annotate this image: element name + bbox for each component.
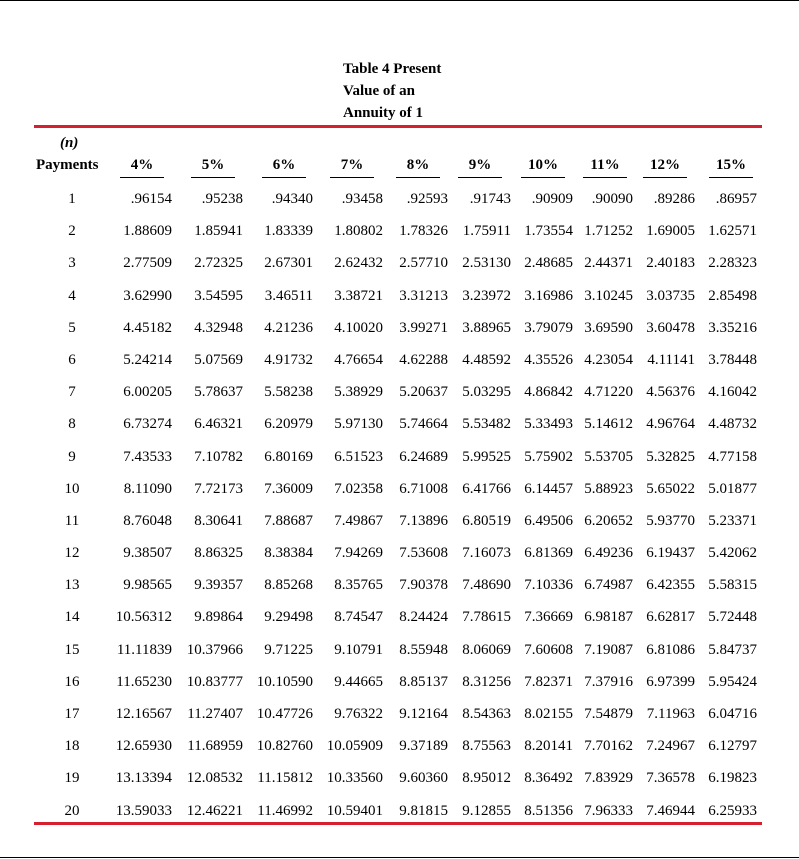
table-cell: 2.62432: [334, 255, 383, 272]
table-cell: 5.99525: [462, 448, 511, 465]
table-cell: 4.45182: [123, 319, 172, 336]
table-cell: 11.15812: [257, 770, 313, 787]
table-cell: 2.67301: [264, 255, 313, 272]
table-cell: 13.13394: [115, 770, 172, 787]
table-row: [0, 666, 799, 698]
table-cell: 9.10791: [334, 641, 383, 658]
table-cell: 7.16073: [462, 545, 511, 562]
table-cell: 7.37916: [584, 673, 633, 690]
table-cell: 9.60360: [399, 770, 448, 787]
table-cell: 7.13896: [399, 512, 448, 529]
table-cell: 4.91732: [264, 351, 313, 368]
table-row: [0, 344, 799, 376]
table-cell: 4.62288: [399, 351, 448, 368]
table-row: [0, 505, 799, 537]
table-cell: 1.69005: [646, 223, 695, 240]
table-cell: 7.10336: [524, 577, 573, 594]
table-cell: 6.04716: [708, 706, 757, 722]
table-cell: 3.54595: [194, 287, 243, 304]
table-cell: 3.60478: [646, 319, 695, 336]
table-row: [0, 473, 799, 505]
table-cell: .94340: [271, 191, 313, 207]
table-cell: 7.24967: [646, 738, 695, 755]
table-row: [0, 698, 799, 730]
table-cell: 11.68959: [187, 738, 243, 755]
table-cell: 5.23371: [708, 512, 757, 529]
table-cell: 6.41766: [462, 480, 511, 497]
payment-number: 13: [64, 577, 80, 594]
table-cell: 3.31213: [399, 287, 448, 304]
table-cell: 6.42355: [646, 577, 695, 594]
top-rule: [34, 125, 762, 128]
title-line: Table 4 Present: [343, 61, 442, 77]
table-cell: 4.10020: [334, 319, 383, 336]
table-cell: 9.76322: [334, 706, 383, 722]
bottom-rule: [34, 822, 762, 825]
table-cell: 8.36492: [524, 770, 573, 787]
table-cell: .92593: [406, 191, 448, 207]
table-row: [0, 537, 799, 569]
table-cell: 8.85268: [264, 577, 313, 594]
table-cell: 5.88923: [584, 480, 633, 497]
table-cell: 5.33493: [524, 416, 573, 433]
table-cell: 4.77158: [708, 448, 757, 465]
table-cell: 6.62817: [646, 609, 695, 626]
table-cell: 6.51523: [334, 448, 383, 465]
table-cell: 9.71225: [264, 641, 313, 658]
table-cell: 7.36578: [646, 770, 695, 787]
table-row: [0, 183, 799, 215]
table-cell: 9.29498: [264, 609, 313, 626]
table-cell: 5.07569: [194, 351, 243, 368]
table-cell: 8.76048: [123, 512, 172, 529]
table-cell: 8.75563: [462, 738, 511, 755]
table-cell: 4.35526: [524, 351, 573, 368]
table-cell: 3.69590: [584, 319, 633, 336]
table-cell: 8.85137: [399, 673, 448, 690]
table-cell: 6.00205: [123, 384, 172, 401]
table-cell: 6.49236: [584, 545, 633, 562]
payment-number: 11: [64, 512, 80, 529]
table-cell: 3.78448: [708, 351, 757, 368]
table-cell: 10.82760: [256, 738, 313, 755]
payment-number: 14: [64, 609, 80, 626]
payment-number: 15: [64, 641, 80, 658]
table-row: [0, 408, 799, 440]
table-cell: 1.62571: [708, 223, 757, 240]
payment-number: 19: [64, 770, 80, 787]
table-cell: 1.73554: [524, 223, 573, 240]
table-cell: 5.24214: [123, 351, 172, 368]
column-header: 10%: [521, 155, 565, 178]
table-cell: 2.72325: [194, 255, 243, 272]
table-cell: 12.16567: [115, 706, 172, 722]
table-cell: 5.42062: [708, 545, 757, 562]
payment-number: 18: [64, 738, 80, 755]
table-cell: 7.48690: [462, 577, 511, 594]
table-cell: 6.81086: [646, 641, 695, 658]
table-cell: 9.37189: [399, 738, 448, 755]
column-header: 7%: [330, 155, 374, 178]
table-cell: 7.54879: [584, 706, 633, 722]
table-row: [0, 280, 799, 312]
payment-number: 1: [68, 191, 76, 207]
table-cell: .90090: [591, 191, 633, 207]
table-cell: 4.96764: [646, 416, 695, 433]
table-cell: 12.65930: [115, 738, 172, 755]
table-row: [0, 762, 799, 794]
table-cell: 5.74664: [399, 416, 448, 433]
table-cell: 8.74547: [334, 609, 383, 626]
table-row: [0, 312, 799, 344]
table-cell: 3.88965: [462, 319, 511, 336]
table-cell: 5.58238: [264, 384, 313, 401]
column-header: 4%: [120, 155, 164, 178]
payment-number: 4: [68, 287, 76, 304]
table-cell: 5.53705: [584, 448, 633, 465]
table-cell: .90909: [531, 191, 573, 207]
table-cell: 4.71220: [584, 384, 633, 401]
table-cell: 7.10782: [194, 448, 243, 465]
table-cell: 10.05909: [326, 738, 383, 755]
table-cell: 7.72173: [194, 480, 243, 497]
table-cell: 8.51356: [524, 802, 573, 819]
table-cell: 7.02358: [334, 480, 383, 497]
table-cell: 10.83777: [186, 673, 243, 690]
table-cell: 11.11839: [116, 641, 172, 658]
table-cell: 8.55948: [399, 641, 448, 658]
column-header: 5%: [191, 155, 235, 178]
table-cell: 9.12164: [399, 706, 448, 722]
table-cell: 6.25933: [708, 802, 757, 819]
table-cell: 4.76654: [334, 351, 383, 368]
table-cell: 5.14612: [584, 416, 633, 433]
payment-number: 12: [64, 545, 80, 562]
table-cell: 6.19437: [646, 545, 695, 562]
table-cell: 7.19087: [584, 641, 633, 658]
payment-number: 3: [68, 255, 76, 272]
table-row: [0, 569, 799, 601]
table-cell: 9.98565: [123, 577, 172, 594]
table-cell: 1.71252: [584, 223, 633, 240]
table-cell: 4.21236: [264, 319, 313, 336]
table-cell: 6.49506: [524, 512, 573, 529]
table-cell: 3.03735: [646, 287, 695, 304]
table-cell: 4.48732: [708, 416, 757, 433]
table-cell: 8.31256: [462, 673, 511, 690]
table-cell: 5.38929: [334, 384, 383, 401]
table-cell: 10.10590: [256, 673, 313, 690]
bottom-border: [0, 857, 799, 858]
table-cell: 7.82371: [524, 673, 573, 690]
table-row: [0, 634, 799, 666]
header-row: [0, 155, 799, 177]
table-cell: 6.20979: [264, 416, 313, 433]
table-cell: 6.46321: [194, 416, 243, 433]
table-cell: 10.37966: [186, 641, 243, 658]
table-cell: 8.06069: [462, 641, 511, 658]
table-cell: 4.86842: [524, 384, 573, 401]
table-cell: 7.78615: [462, 609, 511, 626]
table-cell: 10.59401: [326, 802, 383, 819]
table-cell: 2.57710: [399, 255, 448, 272]
table-cell: 9.44665: [334, 673, 383, 690]
table-title: [343, 58, 503, 124]
table-cell: 6.81369: [524, 545, 573, 562]
table-cell: 8.95012: [462, 770, 511, 787]
table-cell: 6.14457: [524, 480, 573, 497]
table-cell: 4.16042: [708, 384, 757, 401]
table-row: [0, 601, 799, 633]
table-cell: 5.03295: [462, 384, 511, 401]
table-cell: 3.38721: [334, 287, 383, 304]
table-cell: 6.80519: [462, 512, 511, 529]
table-cell: 11.27407: [187, 706, 243, 722]
n-column-label: (n): [60, 135, 79, 151]
table-cell: 4.48592: [462, 351, 511, 368]
table-cell: 6.71008: [399, 480, 448, 497]
table-cell: 11.46992: [257, 802, 313, 819]
table-cell: 5.78637: [194, 384, 243, 401]
column-header: 12%: [643, 155, 687, 178]
table-cell: 12.08532: [186, 770, 243, 787]
payment-number: 7: [68, 384, 76, 401]
table-cell: 7.11963: [646, 706, 695, 722]
column-header: 8%: [396, 155, 440, 178]
table-cell: 9.81815: [399, 802, 448, 819]
table-cell: 7.83929: [584, 770, 633, 787]
table-cell: 4.32948: [194, 319, 243, 336]
table-cell: 8.11090: [123, 480, 172, 497]
table-cell: 7.90378: [399, 577, 448, 594]
table-cell: 7.36009: [264, 480, 313, 497]
table-cell: 12.46221: [186, 802, 243, 819]
column-header: 11%: [583, 155, 627, 178]
table-cell: 6.97399: [646, 673, 695, 690]
table-cell: 5.58315: [708, 577, 757, 594]
table-cell: 5.65022: [646, 480, 695, 497]
table-cell: 6.73274: [123, 416, 172, 433]
table-cell: 8.38384: [264, 545, 313, 562]
payment-number: 10: [64, 480, 80, 497]
table-cell: 1.75911: [462, 223, 511, 240]
table-cell: 4.11141: [647, 351, 695, 368]
table-cell: 7.70162: [584, 738, 633, 755]
table-cell: 5.75902: [524, 448, 573, 465]
table-cell: 3.99271: [399, 319, 448, 336]
table-cell: 2.40183: [646, 255, 695, 272]
table-cell: .93458: [341, 191, 383, 207]
table-cell: 5.01877: [708, 480, 757, 497]
table-cell: 6.20652: [584, 512, 633, 529]
table-cell: 8.86325: [194, 545, 243, 562]
table-row: [0, 441, 799, 473]
payment-number: 20: [64, 802, 80, 819]
table-cell: 5.53482: [462, 416, 511, 433]
payments-header: Payments: [36, 157, 99, 173]
table-cell: 2.77509: [123, 255, 172, 272]
table-cell: 1.83339: [264, 223, 313, 240]
table-cell: 5.84737: [708, 641, 757, 658]
table-cell: 6.19823: [708, 770, 757, 787]
table-cell: 3.62990: [123, 287, 172, 304]
table-cell: 3.10245: [584, 287, 633, 304]
table-row: [0, 247, 799, 279]
payment-number: 5: [68, 319, 76, 336]
table-cell: 7.46944: [646, 802, 695, 819]
table-cell: 3.35216: [708, 319, 757, 336]
payment-number: 8: [68, 416, 76, 433]
table-cell: .96154: [130, 191, 172, 207]
table-cell: 7.88687: [264, 512, 313, 529]
table-cell: 1.88609: [123, 223, 172, 240]
table-cell: 6.74987: [584, 577, 633, 594]
table-cell: 7.49867: [334, 512, 383, 529]
column-header: 15%: [709, 155, 753, 178]
table-row: [0, 730, 799, 762]
table-cell: 2.85498: [708, 287, 757, 304]
table-cell: 6.80169: [264, 448, 313, 465]
table-cell: 6.12797: [708, 738, 757, 755]
table-cell: 9.89864: [194, 609, 243, 626]
table-cell: 3.16986: [524, 287, 573, 304]
table-cell: 6.98187: [584, 609, 633, 626]
table-cell: 8.20141: [524, 738, 573, 755]
table-cell: 8.30641: [194, 512, 243, 529]
table-cell: 10.33560: [326, 770, 383, 787]
table-cell: 7.43533: [123, 448, 172, 465]
table-cell: 8.54363: [462, 706, 511, 722]
title-line: Value of an: [343, 83, 415, 99]
payment-number: 9: [68, 448, 76, 465]
table-cell: 11.65230: [116, 673, 172, 690]
table-body: [0, 183, 799, 827]
payment-number: 2: [68, 223, 76, 240]
table-cell: 9.39357: [194, 577, 243, 594]
table-cell: 5.72448: [708, 609, 757, 626]
table-cell: 2.53130: [462, 255, 511, 272]
table-cell: 3.46511: [264, 287, 313, 304]
table-cell: 2.44371: [584, 255, 633, 272]
table-cell: 8.24424: [399, 609, 448, 626]
column-header: 6%: [262, 155, 306, 178]
table-cell: 7.60608: [524, 641, 573, 658]
table-cell: 9.12855: [462, 802, 511, 819]
table-cell: .86957: [715, 191, 757, 207]
table-cell: 7.36669: [524, 609, 573, 626]
table-cell: 5.97130: [334, 416, 383, 433]
table-cell: 5.32825: [646, 448, 695, 465]
payment-number: 6: [68, 351, 76, 368]
payment-number: 17: [64, 706, 80, 722]
table-cell: 7.96333: [584, 802, 633, 819]
table-cell: 1.85941: [194, 223, 243, 240]
payment-number: 16: [64, 673, 80, 690]
table-cell: 7.94269: [334, 545, 383, 562]
table-cell: 10.56312: [115, 609, 172, 626]
table-cell: 1.80802: [334, 223, 383, 240]
table-row: [0, 376, 799, 408]
table-cell: 10.47726: [256, 706, 313, 722]
table-cell: 2.48685: [524, 255, 573, 272]
table-cell: .89286: [653, 191, 695, 207]
table-cell: 4.56376: [646, 384, 695, 401]
table-cell: 9.38507: [123, 545, 172, 562]
top-border: [0, 0, 799, 1]
table-cell: 7.53608: [399, 545, 448, 562]
table-cell: 1.78326: [399, 223, 448, 240]
table-cell: 3.79079: [524, 319, 573, 336]
table-cell: 2.28323: [708, 255, 757, 272]
column-header: 9%: [458, 155, 502, 178]
title-line: Annuity of 1: [343, 105, 424, 121]
table-cell: .91743: [469, 191, 511, 207]
table-cell: 8.35765: [334, 577, 383, 594]
table-cell: 13.59033: [115, 802, 172, 819]
table-cell: 6.24689: [399, 448, 448, 465]
table-cell: 5.95424: [708, 673, 757, 690]
table-cell: 3.23972: [462, 287, 511, 304]
table-cell: 4.23054: [584, 351, 633, 368]
table-cell: 8.02155: [524, 706, 573, 722]
table-cell: 5.20637: [399, 384, 448, 401]
table-cell: 5.93770: [646, 512, 695, 529]
table-cell: .95238: [201, 191, 243, 207]
table-row: [0, 215, 799, 247]
